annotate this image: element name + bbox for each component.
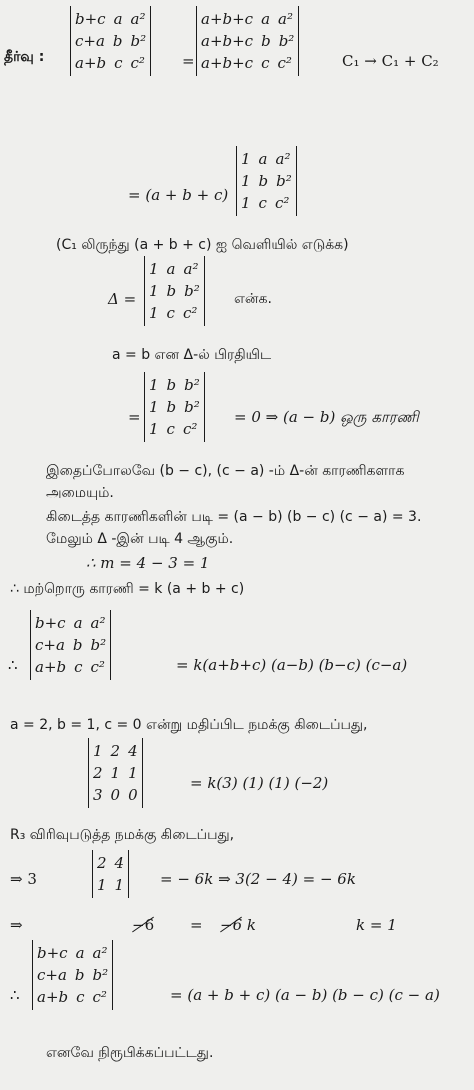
- numeric-equation: = k(3) (1) (1) (−2): [190, 774, 329, 792]
- matrix-cell: 1: [241, 150, 251, 168]
- matrix-cell: a²: [92, 944, 108, 962]
- therefore-final: ∴: [10, 986, 20, 1004]
- matrix-row: [149, 418, 200, 440]
- matrix-cell: 2: [110, 742, 121, 760]
- degree-line: கிடைத்த காரணிகளின் படி = (a − b) (b − c) (c − a) = 3.: [46, 509, 422, 525]
- matrix-row: [93, 740, 138, 762]
- matrix-cell: b²: [130, 32, 147, 50]
- matrix-cell: c²: [182, 420, 198, 438]
- matrix-cell: 0: [110, 786, 121, 804]
- matrix-cell: b: [166, 398, 177, 416]
- matrix-cell: b: [166, 282, 177, 300]
- matrix-cell: b²: [184, 376, 200, 394]
- matrix-cell: 1: [149, 420, 159, 438]
- matrix-cell: 4: [128, 742, 138, 760]
- matrix-cell: 3: [93, 786, 103, 804]
- column-operation: C₁ → C₁ + C₂: [342, 52, 439, 70]
- matrix-cell: a²: [90, 614, 106, 632]
- similarly-line: இதைப்போலவே (b − c), (c − a) -ம் Δ-ன் காரணிகளாக: [46, 463, 405, 479]
- expand-equation: = − 6k ⇒ 3(2 − 4) = − 6k: [160, 870, 356, 888]
- matrix-cell: b+c: [37, 944, 68, 962]
- matrix-cell: b+c: [35, 614, 66, 632]
- matrix-cell: a: [261, 10, 271, 28]
- matrix-cell: c²: [90, 658, 105, 676]
- cancel-arrow: ⇒: [10, 916, 23, 934]
- solution-label: தீர்வு :: [4, 49, 45, 65]
- determinant-final: [32, 940, 113, 1010]
- matrix-row: [149, 396, 200, 418]
- matrix-row: [241, 170, 292, 192]
- final-equation: = (a + b + c) (a − b) (b − c) (c − a): [170, 986, 440, 1004]
- matrix-cell: a+b: [35, 658, 67, 676]
- expand-line: R₃ விரிவுபடுத்த நமக்கு கிடைப்பது,: [10, 827, 235, 843]
- matrix-row: [201, 30, 294, 52]
- delta-suffix: என்க.: [234, 291, 272, 307]
- matrix-cell: b: [258, 172, 269, 190]
- factor-equation: = (a + b + c): [128, 186, 229, 204]
- matrix-cell: 1: [93, 742, 103, 760]
- matrix-cell: 1: [241, 194, 251, 212]
- note-take-out: (C₁ லிருந்து (a + b + c) ஐ வெளியில் எடுக்க): [56, 237, 349, 253]
- matrix-row: [75, 8, 146, 30]
- determinant-substituted: [144, 372, 205, 442]
- matrix-cell: b²: [92, 966, 109, 984]
- determinant-numeric: [88, 738, 143, 808]
- substitution-result: = 0 ⇒ (a − b) ஒரு காரணி: [234, 408, 419, 426]
- matrix-row: [35, 634, 106, 656]
- matrix-cell: a+b+c: [201, 32, 254, 50]
- equals-sign: =: [182, 52, 195, 70]
- matrix-cell: b+c: [75, 10, 106, 28]
- m-line: ∴ m = 4 − 3 = 1: [86, 554, 210, 572]
- determinant-after-column-op: [196, 6, 299, 76]
- matrix-row: [241, 148, 292, 170]
- matrix-cell: a+b+c: [201, 10, 254, 28]
- matrix-cell: c²: [92, 988, 107, 1006]
- matrix-cell: b²: [184, 398, 200, 416]
- matrix-row: [201, 52, 294, 74]
- substitute-line: a = b என Δ-ல் பிரதியிட: [112, 347, 272, 363]
- values-line: a = 2, b = 1, c = 0 என்று மதிப்பிட நமக்கு கிடைப்பது,: [10, 717, 368, 733]
- matrix-cell: c²: [130, 54, 145, 72]
- matrix-cell: b: [166, 376, 177, 394]
- matrix-cell: a: [258, 150, 268, 168]
- matrix-cell: c: [166, 420, 175, 438]
- matrix-cell: b²: [90, 636, 107, 654]
- matrix-cell: 2: [93, 764, 103, 782]
- matrix-cell: a: [166, 260, 176, 278]
- matrix-cell: a: [73, 614, 83, 632]
- matrix-cell: 1: [149, 282, 159, 300]
- matrix-cell: c: [261, 54, 270, 72]
- matrix-cell: a²: [278, 10, 294, 28]
- matrix-cell: a: [75, 944, 85, 962]
- matrix-row: [149, 302, 200, 324]
- determinant-main: [70, 6, 151, 76]
- matrix-cell: b²: [278, 32, 295, 50]
- matrix-cell: b²: [184, 282, 200, 300]
- matrix-row: [93, 762, 138, 784]
- matrix-cell: 1: [128, 764, 138, 782]
- matrix-row: [75, 30, 146, 52]
- matrix-cell: c: [166, 304, 175, 322]
- k-equation: = k(a+b+c) (a−b) (b−c) (c−a): [176, 656, 408, 674]
- therefore-symbol: ∴: [8, 656, 18, 674]
- matrix-cell: a²: [275, 150, 291, 168]
- cancel-lhs: −6: [132, 916, 155, 934]
- equals-sign-2: =: [128, 408, 141, 426]
- matrix-cell: 2: [97, 854, 107, 872]
- matrix-cell: 1: [149, 376, 159, 394]
- other-factor-line: ∴ மற்றொரு காரணி = k (a + b + c): [10, 581, 245, 597]
- matrix-cell: 4: [114, 854, 125, 872]
- matrix-row: [37, 942, 108, 964]
- matrix-cell: a²: [130, 10, 146, 28]
- matrix-cell: a²: [183, 260, 199, 278]
- matrix-cell: a+b: [75, 54, 107, 72]
- matrix-cell: b: [72, 636, 83, 654]
- determinant-small: [92, 850, 129, 898]
- matrix-row: [35, 656, 106, 678]
- delta-degree-line: மேலும் Δ -இன் படி 4 ஆகும்.: [46, 531, 234, 547]
- matrix-cell: b²: [276, 172, 292, 190]
- matrix-cell: 1: [110, 764, 121, 782]
- matrix-row: [97, 874, 124, 896]
- matrix-row: [37, 986, 108, 1008]
- determinant-k: [30, 610, 111, 680]
- matrix-cell: c: [114, 54, 123, 72]
- delta-determinant: [144, 256, 205, 326]
- k-value: k = 1: [356, 916, 397, 934]
- matrix-cell: b: [74, 966, 85, 984]
- delta-equation: Δ =: [108, 290, 137, 308]
- matrix-row: [201, 8, 294, 30]
- matrix-row: [97, 852, 124, 874]
- matrix-cell: c: [258, 194, 267, 212]
- matrix-cell: c: [76, 988, 85, 1006]
- matrix-cell: c²: [277, 54, 292, 72]
- matrix-cell: a: [113, 10, 123, 28]
- similarly-line-2: அமையும்.: [46, 485, 114, 501]
- matrix-cell: c+a: [35, 636, 65, 654]
- matrix-row: [93, 784, 138, 806]
- matrix-row: [149, 374, 200, 396]
- matrix-cell: b: [112, 32, 123, 50]
- matrix-cell: c+a: [75, 32, 105, 50]
- matrix-row: [35, 612, 106, 634]
- matrix-cell: a+b+c: [201, 54, 254, 72]
- matrix-row: [241, 192, 292, 214]
- matrix-cell: c²: [182, 304, 198, 322]
- matrix-cell: 0: [128, 786, 138, 804]
- cancel-rhs: −6 k: [220, 916, 256, 934]
- matrix-cell: 1: [97, 876, 107, 894]
- matrix-cell: 1: [114, 876, 125, 894]
- matrix-cell: c+a: [37, 966, 67, 984]
- matrix-cell: 1: [149, 398, 159, 416]
- matrix-cell: c²: [274, 194, 290, 212]
- matrix-row: [37, 964, 108, 986]
- matrix-cell: 1: [149, 304, 159, 322]
- matrix-cell: a+b: [37, 988, 69, 1006]
- cancel-equals: =: [190, 916, 203, 934]
- matrix-row: [149, 258, 200, 280]
- expand-prefix: ⇒ 3: [10, 870, 37, 888]
- matrix-cell: 1: [149, 260, 159, 278]
- matrix-row: [149, 280, 200, 302]
- determinant-factored: [236, 146, 297, 216]
- matrix-row: [75, 52, 146, 74]
- matrix-cell: c: [74, 658, 83, 676]
- matrix-cell: b: [261, 32, 271, 50]
- matrix-cell: 1: [241, 172, 251, 190]
- proved-line: எனவே நிரூபிக்கப்பட்டது.: [46, 1045, 214, 1061]
